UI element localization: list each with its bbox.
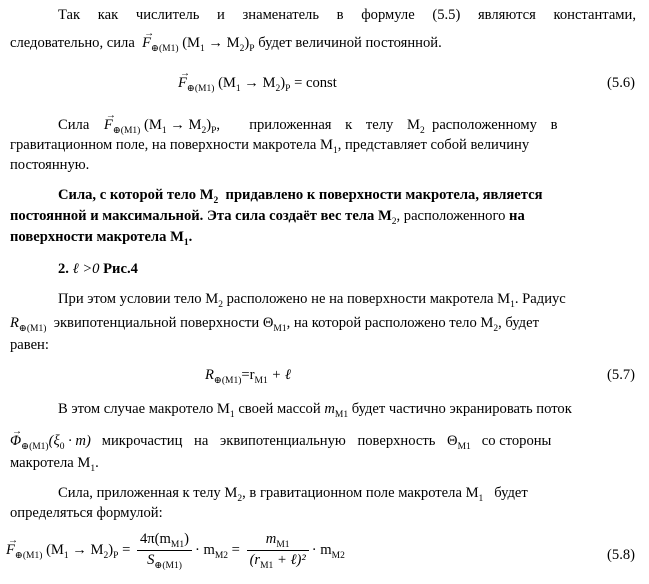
equation-number-5-6: (5.6) (607, 75, 635, 91)
paragraph-4-line-2: $R_{\oplus(M1)}$ эквипотенциальной поверхности $\Theta_{M1}$, на которой расположено тело $M_2$, будет (10, 315, 539, 334)
paragraph-5-line-2: → $\Phi_{\oplus(M1)}(\xi_0 \cdot m)$ микрочастиц на эквипотенциальную поверхность $\Theta_{M1}$ со стороны (10, 432, 636, 452)
fraction-1: $\frac{4\pi(m_{M1})}{S_{\oplus(M1)}}$ (137, 530, 192, 571)
paragraph-5-line-1: В этом случае макротело $M_1$ своей массой $m_{M1}$ будет частично экранировать поток (58, 401, 572, 420)
paragraph-4-line-1: При этом условии тело $M_2$ расположено не на поверхности макротела $M_1$. Радиус (58, 291, 566, 310)
equation-number-5-7: (5.7) (607, 367, 635, 383)
paragraph-3-line-2: постоянной и максимальной. Эта сила создаёт вес тела $M_2$, расположенного на (10, 208, 525, 227)
paragraph-6-line-1: Сила, приложенная к телу $M_2$, в гравитационном поле макротела $M_1$ будет (58, 485, 528, 504)
paragraph-2-line-2: гравитационном поле, на поверхности макротела $M_1$, представляет собой величину (10, 137, 530, 156)
paragraph-2-line-1: Сила → $F_{\oplus(M1)}$ $(M_1 \to M_2)_P$, приложенная к телу $M_2$ расположенному в (58, 116, 636, 136)
paragraph-5-line-3: макротела $M_1$. (10, 455, 99, 474)
equation-5-6: → $F_{\oplus(M1)}$ $(M_1 \to M_2)_P$ = const (178, 74, 337, 94)
paragraph-1-line-2: следовательно, сила → $F_{\oplus(M1)}$ $(M_1 \to M_2)_P$ будет величиной постоянной. (10, 34, 636, 54)
equation-number-5-8: (5.8) (607, 547, 635, 563)
paragraph-6-line-2: определяться формулой: (10, 505, 163, 521)
fraction-2: $\frac{m_{M1}}{(r_{M1} + \ell)^2}$ (247, 530, 309, 571)
paragraph-2-line-3: постоянную. (10, 157, 90, 173)
paragraph-4-line-3: равен: (10, 337, 49, 353)
section-heading: 2. ℓ >0 Рис.4 (58, 261, 138, 277)
equation-5-7: $R_{\oplus(M1)}=r_{M1}$ + ℓ (205, 367, 291, 386)
paragraph-3-line-1: Сила, с которой тело $M_2$ придавлено к поверхности макротела, является (58, 187, 543, 206)
paragraph-3-line-3: поверхности макротела $M_1$. (10, 229, 193, 248)
paragraph-1-line-1: Так как числитель и знаменатель в формуле (5.5) являются константами, (58, 7, 636, 23)
equation-5-8: → $F_{\oplus(M1)}$ $(M_1 \to M_2)_P$ = $\frac{4\pi(m_{M1})}{S_{\oplus(M1)}}$ · $m_{M2}$ = $\frac{m_{M1}}{(r_{M1} + \ell)^2}$ · $m_{M2}$ (6, 530, 345, 571)
force-symbol: → $F_{\oplus(M1)}$ $(M_1 \to M_2)_P$ (138, 35, 254, 51)
